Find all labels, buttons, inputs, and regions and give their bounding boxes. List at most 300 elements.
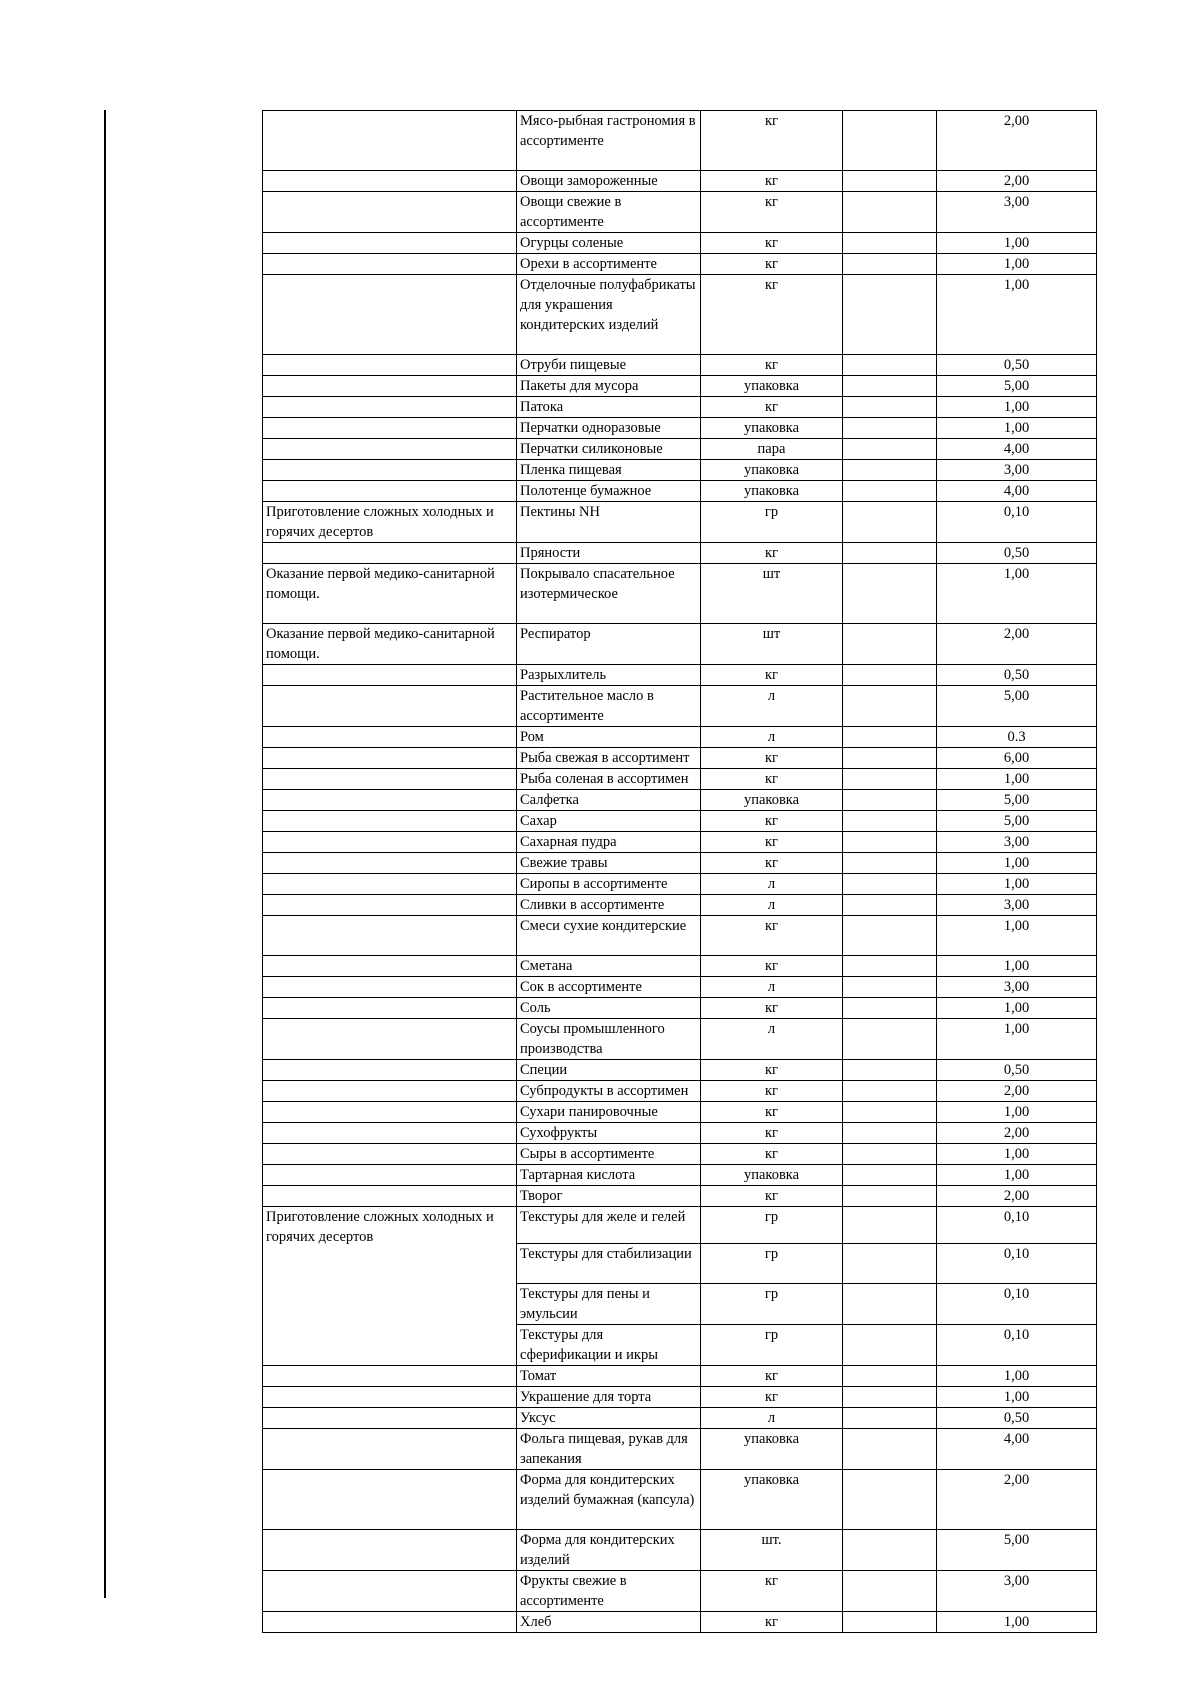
item-name-cell: Овощи свежие в ассортименте bbox=[517, 192, 701, 233]
purpose-cell bbox=[263, 1470, 517, 1530]
table-row bbox=[263, 1366, 1097, 1387]
item-name-cell: Текстуры для желе и гелей bbox=[517, 1207, 701, 1244]
quantity-cell: 6,00 bbox=[937, 748, 1097, 769]
quantity-cell: 1,00 bbox=[937, 853, 1097, 874]
item-name-cell: Соусы промышленного производства bbox=[517, 1019, 701, 1060]
item-name-cell: Сухари панировочные bbox=[517, 1102, 701, 1123]
empty-cell bbox=[843, 254, 937, 275]
item-name-cell: Томат bbox=[517, 1366, 701, 1387]
unit-cell: упаковка bbox=[701, 376, 843, 397]
empty-cell bbox=[843, 1366, 937, 1387]
purpose-cell bbox=[263, 171, 517, 192]
unit-cell: кг bbox=[701, 1060, 843, 1081]
unit-cell: кг bbox=[701, 543, 843, 564]
unit-cell: упаковка bbox=[701, 1429, 843, 1470]
table-row bbox=[263, 376, 1097, 397]
unit-cell: кг bbox=[701, 1186, 843, 1207]
quantity-cell: 2,00 bbox=[937, 1123, 1097, 1144]
purpose-cell: Оказание первой медико-санитарной помощи. bbox=[263, 624, 517, 665]
empty-cell bbox=[843, 853, 937, 874]
table-row bbox=[263, 1387, 1097, 1408]
empty-cell bbox=[843, 956, 937, 977]
empty-cell bbox=[843, 811, 937, 832]
item-name-cell: Уксус bbox=[517, 1408, 701, 1429]
quantity-cell: 0.3 bbox=[937, 727, 1097, 748]
purpose-cell bbox=[263, 1186, 517, 1207]
item-name-cell: Тартарная кислота bbox=[517, 1165, 701, 1186]
table-row bbox=[263, 1081, 1097, 1102]
unit-cell: кг bbox=[701, 748, 843, 769]
quantity-cell: 0,10 bbox=[937, 502, 1097, 543]
empty-cell bbox=[843, 1571, 937, 1612]
item-name-cell: Овощи замороженные bbox=[517, 171, 701, 192]
quantity-cell: 0,50 bbox=[937, 665, 1097, 686]
unit-cell: шт bbox=[701, 624, 843, 665]
quantity-cell: 2,00 bbox=[937, 111, 1097, 171]
unit-cell: кг bbox=[701, 832, 843, 853]
unit-cell: гр bbox=[701, 1244, 843, 1284]
purpose-cell bbox=[263, 977, 517, 998]
table-row bbox=[263, 543, 1097, 564]
item-name-cell: Мясо-рыбная гастрономия в ассортименте bbox=[517, 111, 701, 171]
item-name-cell: Сиропы в ассортименте bbox=[517, 874, 701, 895]
purpose-cell bbox=[263, 1019, 517, 1060]
item-name-cell: Хлеб bbox=[517, 1612, 701, 1633]
empty-cell bbox=[843, 418, 937, 439]
item-name-cell: Специи bbox=[517, 1060, 701, 1081]
empty-cell bbox=[843, 1060, 937, 1081]
empty-cell bbox=[843, 790, 937, 811]
unit-cell: кг bbox=[701, 171, 843, 192]
purpose-cell bbox=[263, 665, 517, 686]
empty-cell bbox=[843, 1019, 937, 1060]
table-row bbox=[263, 460, 1097, 481]
empty-cell bbox=[843, 1284, 937, 1325]
empty-cell bbox=[843, 502, 937, 543]
empty-cell bbox=[843, 769, 937, 790]
purpose-cell bbox=[263, 1165, 517, 1186]
quantity-cell: 5,00 bbox=[937, 811, 1097, 832]
item-name-cell: Салфетка bbox=[517, 790, 701, 811]
item-name-cell: Субпродукты в ассортимен bbox=[517, 1081, 701, 1102]
item-name-cell: Пряности bbox=[517, 543, 701, 564]
table-row bbox=[263, 1207, 1097, 1244]
empty-cell bbox=[843, 355, 937, 376]
empty-cell bbox=[843, 874, 937, 895]
unit-cell: кг bbox=[701, 811, 843, 832]
purpose-cell bbox=[263, 1060, 517, 1081]
table-row bbox=[263, 895, 1097, 916]
purpose-cell: Приготовление сложных холодных и горячих десертов bbox=[263, 1207, 517, 1366]
unit-cell: кг bbox=[701, 1612, 843, 1633]
table-row bbox=[263, 1470, 1097, 1530]
unit-cell: кг bbox=[701, 1571, 843, 1612]
table-row bbox=[263, 1612, 1097, 1633]
table-row bbox=[263, 564, 1097, 624]
quantity-cell: 1,00 bbox=[937, 418, 1097, 439]
empty-cell bbox=[843, 748, 937, 769]
quantity-cell: 2,00 bbox=[937, 171, 1097, 192]
unit-cell: кг bbox=[701, 956, 843, 977]
quantity-cell: 1,00 bbox=[937, 564, 1097, 624]
unit-cell: кг bbox=[701, 355, 843, 376]
unit-cell: упаковка bbox=[701, 481, 843, 502]
unit-cell: кг bbox=[701, 111, 843, 171]
empty-cell bbox=[843, 1165, 937, 1186]
item-name-cell: Пленка пищевая bbox=[517, 460, 701, 481]
empty-cell bbox=[843, 481, 937, 502]
table-row bbox=[263, 1123, 1097, 1144]
item-name-cell: Рыба соленая в ассортимен bbox=[517, 769, 701, 790]
purpose-cell bbox=[263, 1530, 517, 1571]
empty-cell bbox=[843, 543, 937, 564]
empty-cell bbox=[843, 275, 937, 355]
table-row bbox=[263, 192, 1097, 233]
empty-cell bbox=[843, 916, 937, 956]
item-name-cell: Свежие травы bbox=[517, 853, 701, 874]
table-row bbox=[263, 111, 1097, 171]
unit-cell: кг bbox=[701, 254, 843, 275]
purpose-cell bbox=[263, 275, 517, 355]
table-row bbox=[263, 624, 1097, 665]
unit-cell: л bbox=[701, 727, 843, 748]
empty-cell bbox=[843, 686, 937, 727]
purpose-cell bbox=[263, 1571, 517, 1612]
empty-cell bbox=[843, 624, 937, 665]
empty-cell bbox=[843, 1387, 937, 1408]
item-name-cell: Сыры в ассортименте bbox=[517, 1144, 701, 1165]
empty-cell bbox=[843, 1530, 937, 1571]
quantity-cell: 1,00 bbox=[937, 1019, 1097, 1060]
table-row bbox=[263, 233, 1097, 254]
unit-cell: кг bbox=[701, 1102, 843, 1123]
table-row bbox=[263, 1102, 1097, 1123]
unit-cell: упаковка bbox=[701, 418, 843, 439]
item-name-cell: Фольга пищевая, рукав для запекания bbox=[517, 1429, 701, 1470]
table-row bbox=[263, 874, 1097, 895]
table-row bbox=[263, 1165, 1097, 1186]
item-name-cell: Перчатки силиконовые bbox=[517, 439, 701, 460]
unit-cell: упаковка bbox=[701, 790, 843, 811]
empty-cell bbox=[843, 1470, 937, 1530]
table-row bbox=[263, 397, 1097, 418]
quantity-cell: 2,00 bbox=[937, 624, 1097, 665]
quantity-cell: 4,00 bbox=[937, 439, 1097, 460]
purpose-cell bbox=[263, 1429, 517, 1470]
purpose-cell bbox=[263, 916, 517, 956]
item-name-cell: Текстуры для сферификации и икры bbox=[517, 1325, 701, 1366]
quantity-cell: 1,00 bbox=[937, 956, 1097, 977]
quantity-cell: 2,00 bbox=[937, 1081, 1097, 1102]
item-name-cell: Ром bbox=[517, 727, 701, 748]
unit-cell: упаковка bbox=[701, 460, 843, 481]
purpose-cell bbox=[263, 998, 517, 1019]
purpose-cell bbox=[263, 254, 517, 275]
empty-cell bbox=[843, 1325, 937, 1366]
item-name-cell: Сметана bbox=[517, 956, 701, 977]
empty-cell bbox=[843, 895, 937, 916]
unit-cell: кг bbox=[701, 397, 843, 418]
purpose-cell bbox=[263, 811, 517, 832]
empty-cell bbox=[843, 832, 937, 853]
quantity-cell: 1,00 bbox=[937, 916, 1097, 956]
item-name-cell: Отруби пищевые bbox=[517, 355, 701, 376]
purpose-cell bbox=[263, 1387, 517, 1408]
table-row bbox=[263, 254, 1097, 275]
unit-cell: кг bbox=[701, 853, 843, 874]
unit-cell: кг bbox=[701, 1144, 843, 1165]
empty-cell bbox=[843, 192, 937, 233]
left-margin-rule bbox=[104, 110, 106, 1598]
table-row bbox=[263, 418, 1097, 439]
table-row bbox=[263, 481, 1097, 502]
unit-cell: кг bbox=[701, 665, 843, 686]
unit-cell: упаковка bbox=[701, 1165, 843, 1186]
quantity-cell: 0,10 bbox=[937, 1325, 1097, 1366]
item-name-cell: Сок в ассортименте bbox=[517, 977, 701, 998]
purpose-cell: Оказание первой медико-санитарной помощи. bbox=[263, 564, 517, 624]
empty-cell bbox=[843, 665, 937, 686]
quantity-cell: 1,00 bbox=[937, 397, 1097, 418]
table-row bbox=[263, 727, 1097, 748]
item-name-cell: Форма для кондитерских изделий бумажная (капсула) bbox=[517, 1470, 701, 1530]
purpose-cell bbox=[263, 460, 517, 481]
quantity-cell: 1,00 bbox=[937, 769, 1097, 790]
purpose-cell bbox=[263, 1408, 517, 1429]
quantity-cell: 1,00 bbox=[937, 1387, 1097, 1408]
empty-cell bbox=[843, 1186, 937, 1207]
unit-cell: шт. bbox=[701, 1530, 843, 1571]
quantity-cell: 0,50 bbox=[937, 1408, 1097, 1429]
empty-cell bbox=[843, 171, 937, 192]
quantity-cell: 3,00 bbox=[937, 895, 1097, 916]
item-name-cell: Текстуры для стабилизации bbox=[517, 1244, 701, 1284]
item-name-cell: Творог bbox=[517, 1186, 701, 1207]
purpose-cell bbox=[263, 874, 517, 895]
purpose-cell bbox=[263, 543, 517, 564]
empty-cell bbox=[843, 376, 937, 397]
unit-cell: кг bbox=[701, 275, 843, 355]
purpose-cell bbox=[263, 1366, 517, 1387]
unit-cell: кг bbox=[701, 1081, 843, 1102]
unit-cell: упаковка bbox=[701, 1470, 843, 1530]
item-name-cell: Сливки в ассортименте bbox=[517, 895, 701, 916]
quantity-cell: 1,00 bbox=[937, 1366, 1097, 1387]
item-name-cell: Рыба свежая в ассортимент bbox=[517, 748, 701, 769]
quantity-cell: 1,00 bbox=[937, 275, 1097, 355]
table-row bbox=[263, 748, 1097, 769]
quantity-cell: 3,00 bbox=[937, 832, 1097, 853]
quantity-cell: 5,00 bbox=[937, 376, 1097, 397]
purpose-cell bbox=[263, 355, 517, 376]
item-name-cell: Соль bbox=[517, 998, 701, 1019]
purpose-cell bbox=[263, 192, 517, 233]
unit-cell: кг bbox=[701, 233, 843, 254]
empty-cell bbox=[843, 111, 937, 171]
table-row bbox=[263, 275, 1097, 355]
purpose-cell: Приготовление сложных холодных и горячих десертов bbox=[263, 502, 517, 543]
purpose-cell bbox=[263, 790, 517, 811]
quantity-cell: 1,00 bbox=[937, 1102, 1097, 1123]
empty-cell bbox=[843, 1144, 937, 1165]
item-name-cell: Орехи в ассортименте bbox=[517, 254, 701, 275]
quantity-cell: 0,10 bbox=[937, 1284, 1097, 1325]
table-row bbox=[263, 916, 1097, 956]
unit-cell: л bbox=[701, 895, 843, 916]
empty-cell bbox=[843, 1123, 937, 1144]
table-row bbox=[263, 439, 1097, 460]
unit-cell: гр bbox=[701, 1207, 843, 1244]
table-body bbox=[263, 111, 1097, 1633]
quantity-cell: 4,00 bbox=[937, 481, 1097, 502]
table-row bbox=[263, 1019, 1097, 1060]
empty-cell bbox=[843, 977, 937, 998]
table-row bbox=[263, 811, 1097, 832]
purpose-cell bbox=[263, 686, 517, 727]
unit-cell: л bbox=[701, 1019, 843, 1060]
unit-cell: кг bbox=[701, 1387, 843, 1408]
quantity-cell: 2,00 bbox=[937, 1470, 1097, 1530]
unit-cell: л bbox=[701, 874, 843, 895]
quantity-cell: 1,00 bbox=[937, 998, 1097, 1019]
quantity-cell: 3,00 bbox=[937, 460, 1097, 481]
purpose-cell bbox=[263, 481, 517, 502]
unit-cell: л bbox=[701, 686, 843, 727]
item-name-cell: Форма для кондитерских изделий bbox=[517, 1530, 701, 1571]
purpose-cell bbox=[263, 397, 517, 418]
quantity-cell: 0,10 bbox=[937, 1207, 1097, 1244]
item-name-cell: Разрыхлитель bbox=[517, 665, 701, 686]
item-name-cell: Пектины NH bbox=[517, 502, 701, 543]
empty-cell bbox=[843, 439, 937, 460]
table-row bbox=[263, 1571, 1097, 1612]
quantity-cell: 1,00 bbox=[937, 233, 1097, 254]
item-name-cell: Текстуры для пены и эмульсии bbox=[517, 1284, 701, 1325]
item-name-cell: Полотенце бумажное bbox=[517, 481, 701, 502]
unit-cell: кг bbox=[701, 998, 843, 1019]
item-name-cell: Отделочные полуфабрикаты для украшения кондитерских изделий bbox=[517, 275, 701, 355]
empty-cell bbox=[843, 1207, 937, 1244]
quantity-cell: 0,10 bbox=[937, 1244, 1097, 1284]
empty-cell bbox=[843, 1081, 937, 1102]
table-row bbox=[263, 769, 1097, 790]
unit-cell: гр bbox=[701, 1325, 843, 1366]
unit-cell: шт bbox=[701, 564, 843, 624]
table-row bbox=[263, 832, 1097, 853]
unit-cell: пара bbox=[701, 439, 843, 460]
purpose-cell bbox=[263, 727, 517, 748]
unit-cell: кг bbox=[701, 769, 843, 790]
quantity-cell: 2,00 bbox=[937, 1186, 1097, 1207]
empty-cell bbox=[843, 397, 937, 418]
table-row bbox=[263, 171, 1097, 192]
purpose-cell bbox=[263, 1144, 517, 1165]
empty-cell bbox=[843, 1612, 937, 1633]
item-name-cell: Украшение для торта bbox=[517, 1387, 701, 1408]
item-name-cell: Смеси сухие кондитерские bbox=[517, 916, 701, 956]
quantity-cell: 3,00 bbox=[937, 977, 1097, 998]
item-name-cell: Сухофрукты bbox=[517, 1123, 701, 1144]
table-row bbox=[263, 502, 1097, 543]
quantity-cell: 3,00 bbox=[937, 1571, 1097, 1612]
quantity-cell: 3,00 bbox=[937, 192, 1097, 233]
purpose-cell bbox=[263, 376, 517, 397]
item-name-cell: Сахарная пудра bbox=[517, 832, 701, 853]
quantity-cell: 1,00 bbox=[937, 254, 1097, 275]
empty-cell bbox=[843, 1102, 937, 1123]
unit-cell: л bbox=[701, 977, 843, 998]
unit-cell: л bbox=[701, 1408, 843, 1429]
quantity-cell: 1,00 bbox=[937, 1144, 1097, 1165]
purpose-cell bbox=[263, 1081, 517, 1102]
purpose-cell bbox=[263, 895, 517, 916]
empty-cell bbox=[843, 1429, 937, 1470]
empty-cell bbox=[843, 233, 937, 254]
item-name-cell: Пакеты для мусора bbox=[517, 376, 701, 397]
empty-cell bbox=[843, 460, 937, 481]
table-row bbox=[263, 355, 1097, 376]
purpose-cell bbox=[263, 1123, 517, 1144]
empty-cell bbox=[843, 1408, 937, 1429]
quantity-cell: 1,00 bbox=[937, 1612, 1097, 1633]
purpose-cell bbox=[263, 1102, 517, 1123]
unit-cell: кг bbox=[701, 1366, 843, 1387]
item-name-cell: Респиратор bbox=[517, 624, 701, 665]
table-row bbox=[263, 998, 1097, 1019]
unit-cell: гр bbox=[701, 1284, 843, 1325]
empty-cell bbox=[843, 564, 937, 624]
empty-cell bbox=[843, 998, 937, 1019]
empty-cell bbox=[843, 1244, 937, 1284]
unit-cell: кг bbox=[701, 192, 843, 233]
purpose-cell bbox=[263, 853, 517, 874]
table-row bbox=[263, 1429, 1097, 1470]
quantity-cell: 1,00 bbox=[937, 874, 1097, 895]
table-row bbox=[263, 665, 1097, 686]
purpose-cell bbox=[263, 233, 517, 254]
quantity-cell: 4,00 bbox=[937, 1429, 1097, 1470]
table-row bbox=[263, 1186, 1097, 1207]
table-row bbox=[263, 1530, 1097, 1571]
table-row bbox=[263, 686, 1097, 727]
purpose-cell bbox=[263, 832, 517, 853]
unit-cell: кг bbox=[701, 1123, 843, 1144]
quantity-cell: 5,00 bbox=[937, 1530, 1097, 1571]
item-name-cell: Огурцы соленые bbox=[517, 233, 701, 254]
quantity-cell: 0,50 bbox=[937, 355, 1097, 376]
table-row bbox=[263, 1144, 1097, 1165]
item-name-cell: Перчатки одноразовые bbox=[517, 418, 701, 439]
table-row bbox=[263, 1060, 1097, 1081]
item-name-cell: Патока bbox=[517, 397, 701, 418]
item-name-cell: Фрукты свежие в ассортименте bbox=[517, 1571, 701, 1612]
table-row bbox=[263, 956, 1097, 977]
table-row bbox=[263, 790, 1097, 811]
purpose-cell bbox=[263, 769, 517, 790]
item-name-cell: Растительное масло в ассортименте bbox=[517, 686, 701, 727]
quantity-cell: 0,50 bbox=[937, 543, 1097, 564]
quantity-cell: 0,50 bbox=[937, 1060, 1097, 1081]
item-name-cell: Сахар bbox=[517, 811, 701, 832]
item-name-cell: Покрывало спасательное изотермическое bbox=[517, 564, 701, 624]
quantity-cell: 5,00 bbox=[937, 790, 1097, 811]
unit-cell: кг bbox=[701, 916, 843, 956]
purpose-cell bbox=[263, 111, 517, 171]
empty-cell bbox=[843, 727, 937, 748]
consumables-table bbox=[262, 110, 1097, 1633]
table-row bbox=[263, 853, 1097, 874]
purpose-cell bbox=[263, 418, 517, 439]
